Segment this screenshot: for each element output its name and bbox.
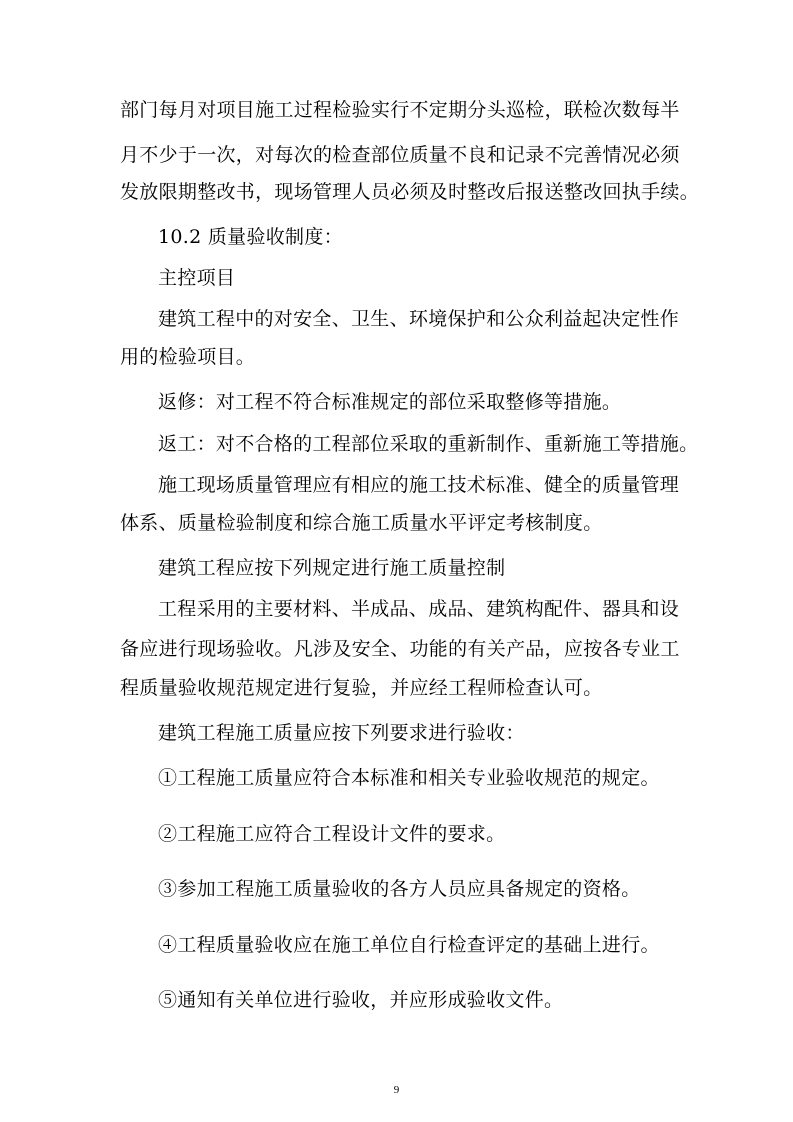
list-item: ⑤通知有关单位进行验收，并应形成验收文件。 (158, 989, 564, 1011)
text-line: 程质量验收规范规定进行复验，并应经工程师检查认可。 (120, 677, 603, 699)
list-item: ②工程施工应符合工程设计文件的要求。 (158, 823, 506, 845)
text-line: 工程采用的主要材料、半成品、成品、建筑构配件、器具和设 (158, 598, 680, 620)
section-heading: 10.2 质量验收制度： (158, 226, 343, 248)
text-line: 建筑工程应按下列规定进行施工质量控制 (158, 557, 506, 579)
text-line: 月不少于一次，对每次的检查部位质量不良和记录不完善情况必须 (120, 144, 680, 166)
page-number: 9 (393, 1084, 400, 1096)
text-line: 施工现场质量管理应有相应的施工技术标准、健全的质量管理 (158, 474, 680, 496)
text-line: 用的检验项目。 (120, 346, 256, 368)
text-line: 部门每月对项目施工过程检验实行不定期分头巡检，联检次数每半 (120, 99, 680, 121)
text-line: 备应进行现场验收。凡涉及安全、功能的有关产品，应按各专业工 (120, 638, 680, 660)
text-line: 返修：对工程不符合标准规定的部位采取整修等措施。 (158, 391, 622, 413)
list-item: ④工程质量验收应在施工单位自行检查评定的基础上进行。 (158, 934, 660, 956)
list-item: ③参加工程施工质量验收的各方人员应具备规定的资格。 (158, 878, 641, 900)
text-line: 返工：对不合格的工程部位采取的重新制作、重新施工等措施。 (158, 433, 699, 455)
text-line: 建筑工程中的对安全、卫生、环境保护和公众利益起决定性作 (158, 308, 680, 330)
text-line: 体系、质量检验制度和综合施工质量水平评定考核制度。 (120, 512, 603, 534)
text-line: 主控项目 (158, 267, 236, 289)
text-line: 建筑工程施工质量应按下列要求进行验收： (158, 722, 525, 744)
list-item: ①工程施工质量应符合本标准和相关专业验收规范的规定。 (158, 767, 660, 789)
text-line: 发放限期整改书，现场管理人员必须及时整改后报送整改回执手续。 (120, 181, 700, 203)
